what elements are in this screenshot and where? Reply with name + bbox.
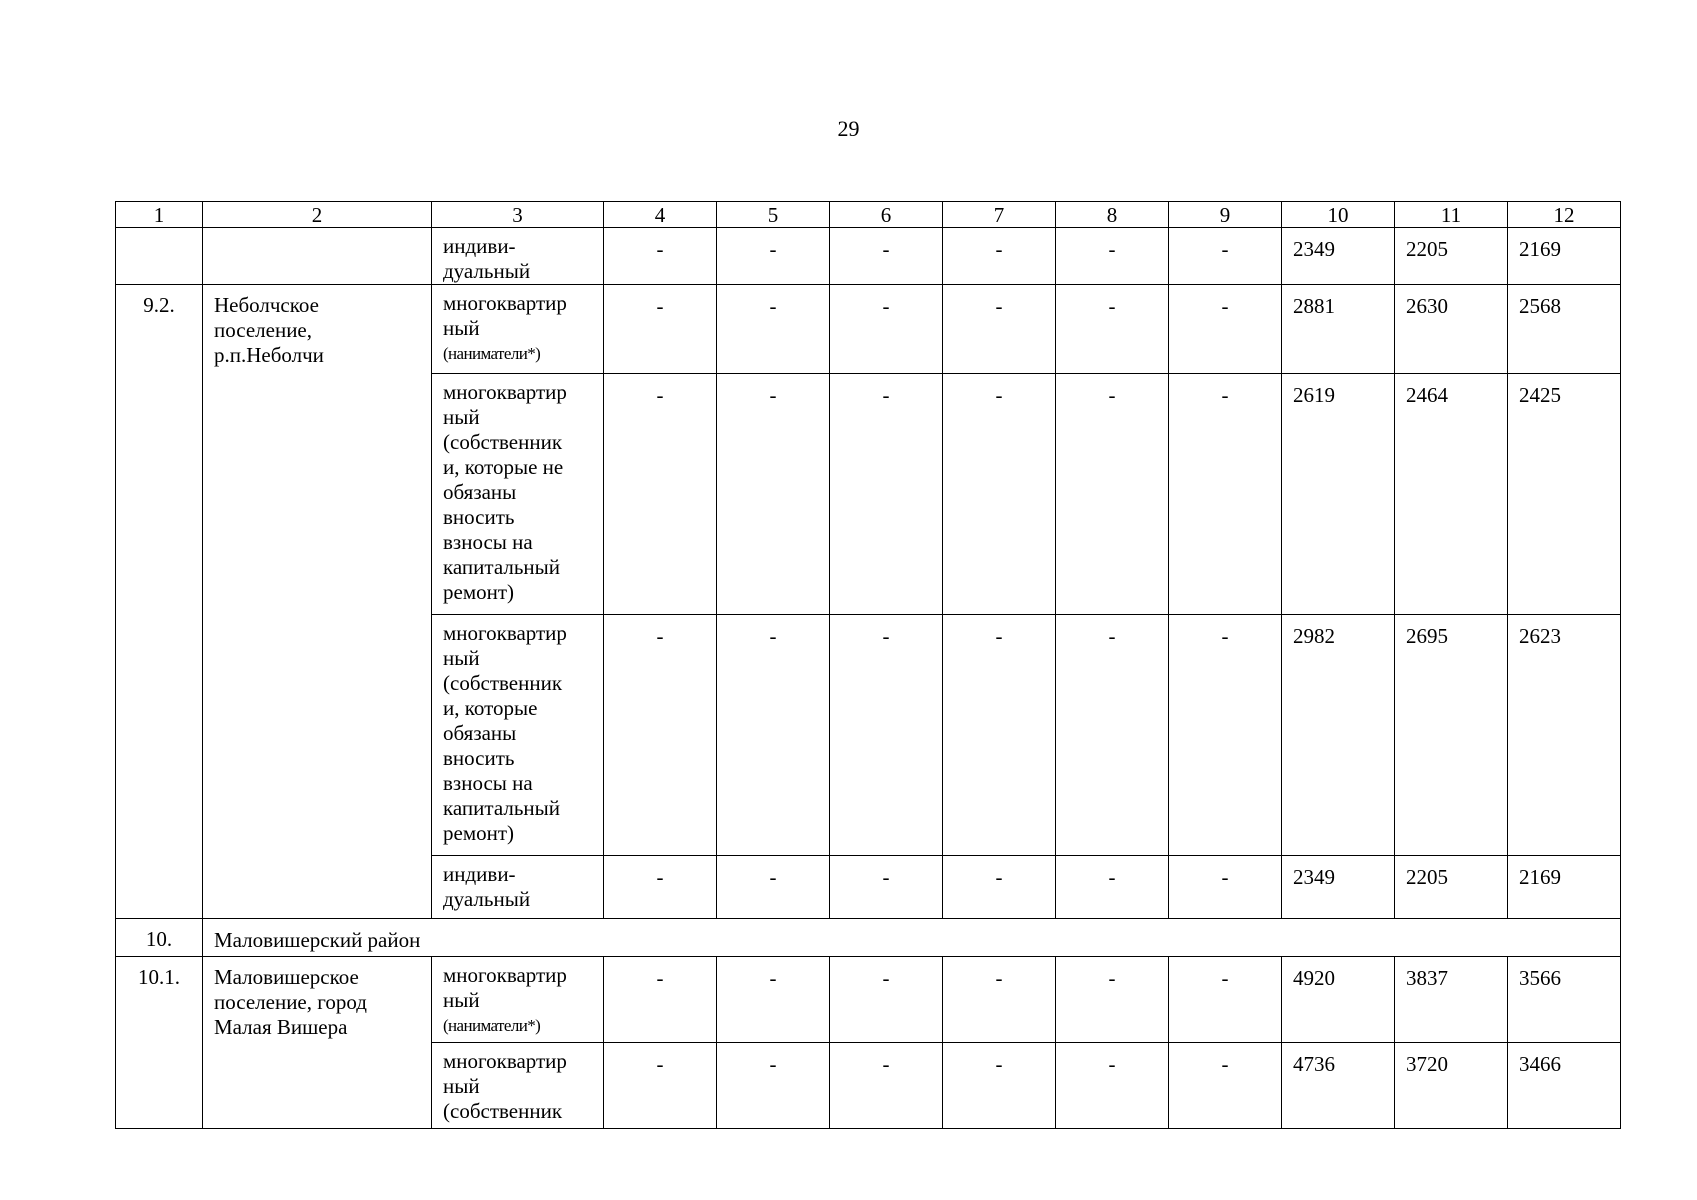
col-header: 5 — [717, 202, 830, 228]
value-cell: - — [604, 228, 717, 285]
col-header: 7 — [943, 202, 1056, 228]
col-header: 8 — [1056, 202, 1169, 228]
index-cell: 9.2. — [116, 285, 203, 919]
value-cell: - — [830, 615, 943, 856]
value-cell: - — [830, 957, 943, 1043]
value-cell: - — [830, 856, 943, 919]
value-cell: - — [1056, 615, 1169, 856]
table-row — [116, 285, 1621, 374]
value-cell: - — [717, 957, 830, 1043]
value-cell: 2425 — [1508, 374, 1621, 615]
index-cell: 10.1. — [116, 957, 203, 1129]
index-cell — [116, 228, 203, 285]
value-cell: 3566 — [1508, 957, 1621, 1043]
col-header: 9 — [1169, 202, 1282, 228]
region-name: Маловишерский район — [203, 919, 1621, 957]
table-row — [116, 957, 1621, 1043]
value-cell: 3837 — [1395, 957, 1508, 1043]
settlement-cell: Маловишерское поселение, город Малая Вишера — [203, 957, 432, 1129]
value-cell: - — [604, 615, 717, 856]
col-header: 6 — [830, 202, 943, 228]
housing-type-cell: индиви- дуальный — [432, 856, 604, 919]
value-cell: - — [830, 228, 943, 285]
value-cell: 2205 — [1395, 856, 1508, 919]
value-cell: - — [1056, 374, 1169, 615]
value-cell: - — [1056, 957, 1169, 1043]
value-cell: - — [1169, 615, 1282, 856]
value-cell: 4736 — [1282, 1043, 1395, 1129]
value-cell: 2205 — [1395, 228, 1508, 285]
value-cell: - — [1169, 285, 1282, 374]
value-cell: - — [1056, 285, 1169, 374]
value-cell: - — [943, 1043, 1056, 1129]
region-row — [116, 919, 1621, 957]
value-cell: 2464 — [1395, 374, 1508, 615]
settlement-cell: Неболчское поселение, р.п.Неболчи — [203, 285, 432, 919]
value-cell: - — [604, 374, 717, 615]
value-cell: - — [604, 856, 717, 919]
settlement-cell — [203, 228, 432, 285]
col-header: 4 — [604, 202, 717, 228]
value-cell: - — [943, 615, 1056, 856]
housing-type-cell: многоквартир ный (собственник и, которые обязаны вносить взносы на капитальный ремонт) — [432, 615, 604, 856]
col-header: 10 — [1282, 202, 1395, 228]
col-header: 11 — [1395, 202, 1508, 228]
value-cell: 2169 — [1508, 856, 1621, 919]
page-number: 29 — [837, 116, 860, 141]
value-cell: 2982 — [1282, 615, 1395, 856]
value-cell: 2619 — [1282, 374, 1395, 615]
housing-type-cell: многоквартир ный (собственник — [432, 1043, 604, 1129]
value-cell: - — [1169, 374, 1282, 615]
col-header: 1 — [116, 202, 203, 228]
value-cell: 2169 — [1508, 228, 1621, 285]
value-cell: - — [1169, 957, 1282, 1043]
value-cell: - — [943, 285, 1056, 374]
value-cell: - — [830, 285, 943, 374]
housing-type-cell: многоквартир ный (наниматели*) — [432, 957, 604, 1043]
value-cell: - — [943, 957, 1056, 1043]
value-cell: 3720 — [1395, 1043, 1508, 1129]
value-cell: - — [1056, 1043, 1169, 1129]
value-cell: 4920 — [1282, 957, 1395, 1043]
value-cell: - — [717, 615, 830, 856]
value-cell: - — [717, 228, 830, 285]
value-cell: - — [1169, 228, 1282, 285]
value-cell: - — [604, 285, 717, 374]
value-cell: 2349 — [1282, 856, 1395, 919]
col-header: 3 — [432, 202, 604, 228]
table-row — [116, 228, 1621, 285]
value-cell: 2630 — [1395, 285, 1508, 374]
value-cell: - — [1169, 1043, 1282, 1129]
value-cell: - — [604, 957, 717, 1043]
value-cell: - — [1056, 228, 1169, 285]
value-cell: - — [943, 374, 1056, 615]
value-cell: 3466 — [1508, 1043, 1621, 1129]
value-cell: - — [1056, 856, 1169, 919]
index-cell: 10. — [116, 919, 203, 957]
value-cell: - — [717, 856, 830, 919]
value-cell: - — [830, 374, 943, 615]
housing-type-cell: индиви- дуальный — [432, 228, 604, 285]
value-cell: 2349 — [1282, 228, 1395, 285]
col-header: 12 — [1508, 202, 1621, 228]
value-cell: - — [604, 1043, 717, 1129]
value-cell: - — [717, 1043, 830, 1129]
value-cell: 2881 — [1282, 285, 1395, 374]
value-cell: - — [943, 856, 1056, 919]
value-cell: - — [1169, 856, 1282, 919]
tariff-table — [115, 201, 1621, 1129]
housing-type-cell: многоквартир ный (наниматели*) — [432, 285, 604, 374]
column-number-header — [116, 202, 1621, 228]
value-cell: 2623 — [1508, 615, 1621, 856]
value-cell: - — [943, 228, 1056, 285]
housing-type-cell: многоквартир ный (собственник и, которые не обязаны вносить взносы на капитальный ремонт) — [432, 374, 604, 615]
value-cell: 2695 — [1395, 615, 1508, 856]
value-cell: - — [717, 285, 830, 374]
value-cell: - — [830, 1043, 943, 1129]
value-cell: 2568 — [1508, 285, 1621, 374]
col-header: 2 — [203, 202, 432, 228]
value-cell: - — [717, 374, 830, 615]
